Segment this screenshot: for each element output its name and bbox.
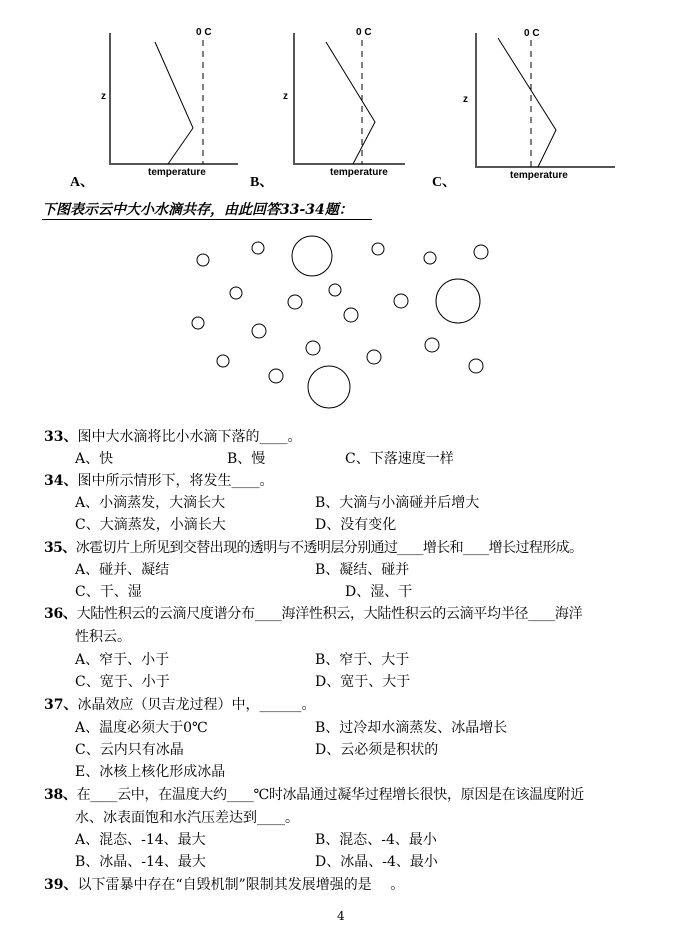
temperature-label-c: temperature: [510, 170, 568, 181]
question-35: 35、冰雹切片上所见到交替出现的透明与不透明层分别通过____增长和____增长过程形成。: [44, 540, 583, 556]
graph-c: [476, 33, 615, 167]
option: D、湿、干: [345, 584, 413, 600]
droplet: [424, 252, 436, 264]
graph-a: [110, 33, 238, 164]
droplet: [217, 355, 229, 367]
option: D、宽于、大于: [315, 674, 411, 690]
droplet: [394, 294, 408, 308]
droplet: [436, 279, 480, 323]
question-34: 34、图中所示情形下，将发生____。: [44, 473, 274, 489]
option: A、快: [75, 451, 114, 467]
zero-c-label-c: 0 C: [524, 28, 540, 39]
temperature-label-b: temperature: [330, 167, 388, 178]
zero-c-label-b: 0 C: [356, 27, 372, 38]
droplet: [308, 366, 350, 408]
question-36: 36、大陆性积云的云滴尺度谱分布____海洋性积云，大陆性积云的云滴平均半径____海洋: [44, 606, 583, 622]
page-number: 4: [337, 909, 345, 923]
option: D、云必须是积状的: [315, 742, 439, 758]
option: D、没有变化: [315, 517, 397, 533]
z-label-c: z: [463, 94, 468, 105]
option: D、冰晶、-4、最小: [315, 854, 438, 870]
option: B、凝结、碰并: [315, 562, 410, 578]
graph-label-b: B、: [250, 175, 274, 190]
section-heading: 下图表示云中大小水滴共存，由此回答33-34题：: [42, 199, 372, 220]
option: C、宽于、小于: [75, 674, 170, 690]
option: C、干、湿: [75, 584, 142, 600]
z-label-b: z: [283, 91, 288, 102]
z-label-a: z: [101, 91, 106, 102]
droplet: [344, 308, 358, 322]
option: A、碰并、凝结: [75, 562, 170, 578]
question-38: 38、在____云中，在温度大约____℃时冰晶通过凝华过程增长很快，原因是在该温度附近: [44, 787, 584, 803]
droplet: [269, 369, 283, 383]
option: B、混态、-4、最小: [315, 832, 437, 848]
option: A、混态、-14、最大: [75, 832, 206, 848]
question-36-continued: 性积云。: [75, 629, 131, 645]
droplet: [230, 287, 242, 299]
question-38-continued: 水、冰表面饱和水汽压差达到____。: [75, 810, 299, 826]
droplet: [292, 236, 332, 276]
droplet: [425, 338, 439, 352]
droplets-diagram: [192, 236, 488, 408]
question-33: 33、图中大水滴将比小水滴下落的____。: [44, 429, 302, 445]
option: A、窄于、小于: [75, 652, 170, 668]
graph-label-c: C、: [432, 175, 457, 190]
option: C、云内只有冰晶: [75, 742, 184, 758]
question-37: 37、冰晶效应（贝吉龙过程）中，______。: [44, 697, 316, 713]
droplet: [288, 295, 302, 309]
option: E、冰核上核化形成冰晶: [75, 764, 226, 780]
option: B、大滴与小滴碰并后增大: [315, 495, 480, 511]
option: C、大滴蒸发，小滴长大: [75, 517, 226, 533]
graph-label-a: A、: [70, 175, 95, 190]
option: B、过冷却水滴蒸发、冰晶增长: [315, 720, 508, 736]
droplet: [329, 284, 341, 296]
droplet: [197, 254, 209, 266]
droplet: [306, 341, 320, 355]
option: C、下落速度一样: [345, 451, 454, 467]
option: B、窄于、大于: [315, 652, 410, 668]
option: A、小滴蒸发，大滴长大: [75, 495, 226, 511]
option: B、慢: [227, 451, 266, 467]
droplet: [474, 245, 488, 259]
droplet: [469, 359, 483, 373]
zero-c-label-a: 0 C: [196, 27, 212, 38]
option: A、温度必须大于0℃: [75, 720, 208, 736]
droplet: [252, 324, 266, 338]
droplet: [252, 242, 264, 254]
temperature-label-a: temperature: [148, 167, 206, 178]
droplet: [372, 243, 384, 255]
graph-b: [294, 33, 405, 164]
droplet: [367, 350, 381, 364]
question-39: 39、以下雷暴中存在“自毁机制”限制其发展增强的是 。: [44, 877, 405, 893]
droplet: [192, 317, 204, 329]
option: B、冰晶、-14、最大: [75, 854, 206, 870]
